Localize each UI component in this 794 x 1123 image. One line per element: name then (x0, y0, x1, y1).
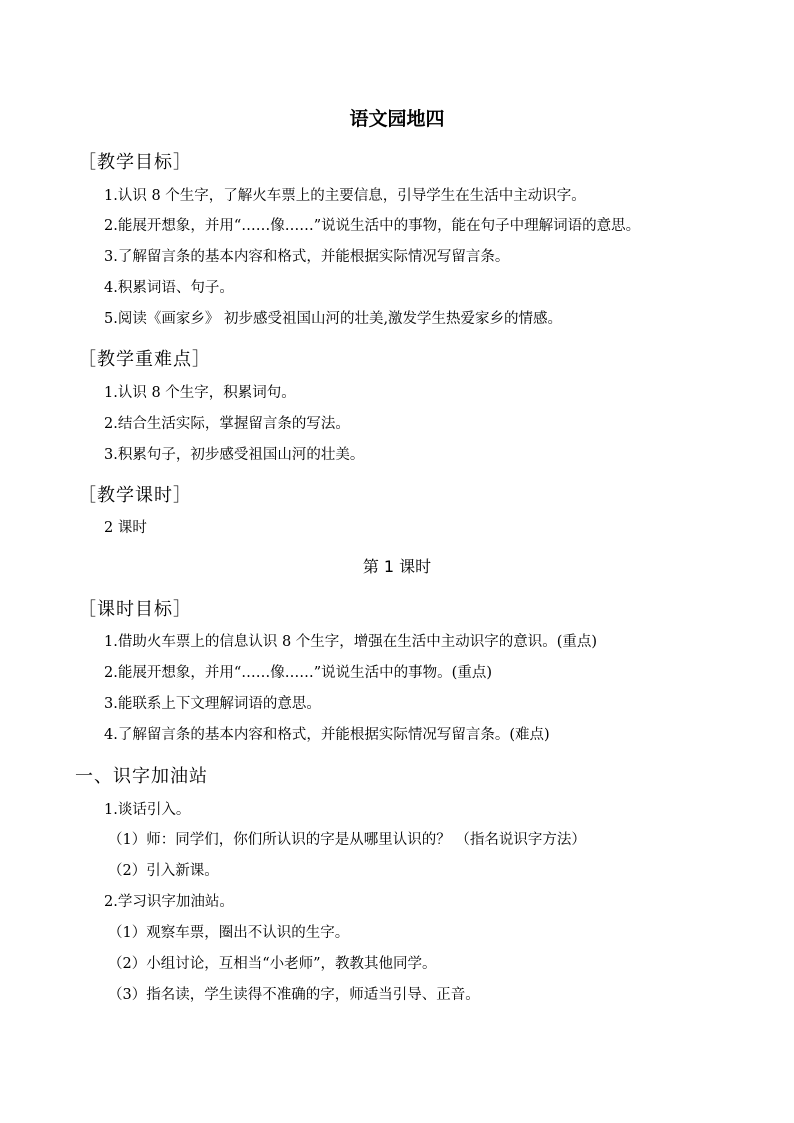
goal-item: 3.了解留言条的基本内容和格式，并能根据实际情况写留言条。 (104, 249, 510, 265)
goal-item: 2.能展开想象，并用“……像……”说说生活中的事物，能在句子中理解词语的意思。 (104, 218, 641, 234)
lesson-goal-item: 2.能展开想象，并用“……像……”说说生活中的事物。(重点) (104, 665, 492, 681)
document-title: 语文园地四 (349, 108, 445, 130)
lesson-goal-item: 1.借助火车票上的信息认识 8 个生字，增强在生活中主动识字的意识。(重点) (104, 634, 598, 650)
goal-item: 5.阅读《画家乡》 初步感受祖国山河的壮美,激发学生热爱家乡的情感。 (104, 311, 563, 327)
part-item: （3）指名读，学生读得不准确的字，师适当引导、正音。 (108, 987, 480, 1003)
goal-item: 1.认识 8 个生字，了解火车票上的主要信息，引导学生在生活中主动识字。 (104, 188, 586, 204)
keypoint-item: 3.积累句子，初步感受祖国山河的壮美。 (104, 447, 365, 463)
goal-item: 4.积累词语、句子。 (104, 280, 234, 296)
part-heading: 一、识字加油站 (75, 766, 208, 787)
section-heading-lesson-goals: ［课时目标］ (78, 599, 192, 620)
part-item: （1）观察车票，圈出不认识的生字。 (108, 925, 350, 941)
keypoint-item: 2.结合生活实际，掌握留言条的写法。 (104, 416, 350, 432)
part-item: （2）小组讨论，互相当“小老师”，教教其他同学。 (108, 956, 437, 972)
hours-item: 2 课时 (104, 520, 147, 536)
lesson-title: 第 1 课时 (362, 557, 432, 576)
section-heading-keypoints: ［教学重难点］ (78, 349, 211, 370)
part-item: （2）引入新课。 (108, 863, 219, 879)
keypoint-item: 1.认识 8 个生字，积累词句。 (104, 385, 296, 401)
section-heading-goals: ［教学目标］ (78, 152, 192, 173)
part-item: 1.谈话引入。 (104, 802, 191, 818)
lesson-goal-item: 4.了解留言条的基本内容和格式，并能根据实际情况写留言条。(难点) (104, 727, 550, 743)
part-item: 2.学习识字加油站。 (104, 894, 234, 910)
lesson-goal-item: 3.能联系上下文理解词语的意思。 (104, 696, 321, 712)
section-heading-hours: ［教学课时］ (78, 485, 192, 506)
part-item: （1）师：同学们，你们所认识的字是从哪里认识的？ （指名说识字方法） (108, 832, 586, 848)
